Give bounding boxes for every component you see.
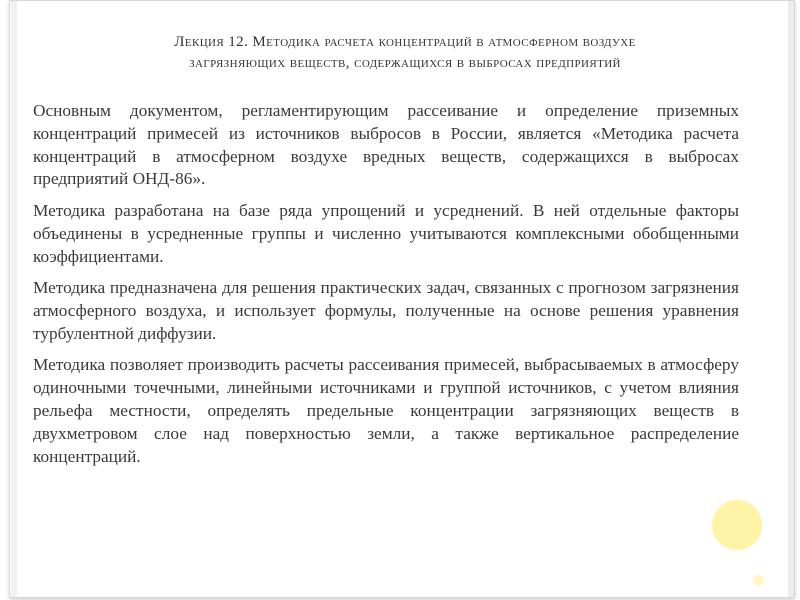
- paragraph-2: Методика разработана на базе ряда упрощений и усреднений. В ней отдельные факторы объединены в усредненные группы и численно учитываются комплексными обобщенными коэффициентами.: [33, 200, 739, 266]
- slide-body: [33, 100, 739, 477]
- decorative-circle-large: [712, 500, 762, 550]
- decorative-circle-small: [753, 575, 764, 586]
- slide-title-line-1: Лекция 12. Методика расчета концентраций в атмосферном воздухе: [174, 34, 636, 50]
- paragraph-4: Методика позволяет производить расчеты рассеивания примесей, выбрасываемых в атмосферу одиночными точечными, линейными источниками и группой источников, с учетом влияния рельефа местности, определять предельные концентрации загрязняющих веществ в двухметровом слое над поверхностью земли, а также вертикальное распределение концентраций.: [33, 355, 739, 466]
- slide-right-shadow: [788, 1, 794, 597]
- slide-title: [60, 32, 750, 74]
- slide-left-strip: [11, 1, 17, 597]
- paragraph-1: Основным документом, регламентирующим рассеивание и определение приземных концентраций примесей из источников выбросов в России, является «Методика расчета концентраций в атмосферном воздухе вредных веществ, содержащихся в выбросах предприятий ОНД-86».: [33, 101, 739, 189]
- paragraph-3: Методика предназначена для решения практических задач, связанных с прогнозом загрязнения атмосферного воздуха, и использует формулы, полученные на основе решения уравнения турбулентной диффузии.: [33, 278, 739, 343]
- slide-title-line-2: загрязняющих веществ, содержащихся в выбросах предприятий: [189, 55, 621, 71]
